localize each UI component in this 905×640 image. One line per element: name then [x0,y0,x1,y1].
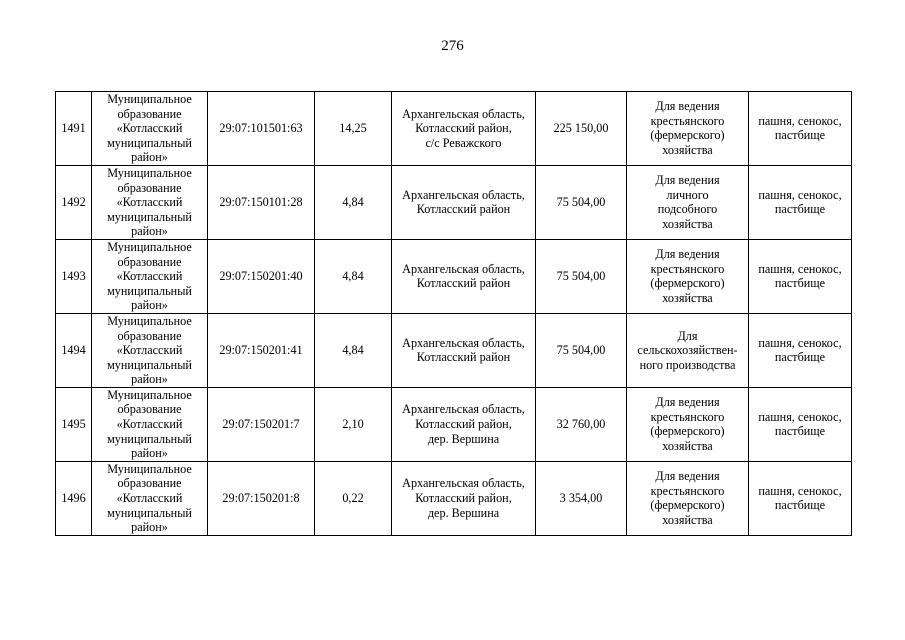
table-row [56,165,852,239]
cadastral-number-cell: 29:07:150201:7 [208,387,315,461]
land-type-cell: пашня, сенокос, пастбище [749,387,852,461]
location-cell: Архангельская область, Котласский район, дер. Вершина [392,387,536,461]
row-number-cell: 1496 [56,461,92,535]
area-cell: 14,25 [315,92,392,166]
cadastral-number-cell: 29:07:150201:40 [208,239,315,313]
cadastral-value-cell: 225 150,00 [536,92,627,166]
permitted-use-cell: Для ведения крестьянского (фермерского) хозяйства [627,239,749,313]
land-type-cell: пашня, сенокос, пастбище [749,461,852,535]
area-cell: 4,84 [315,239,392,313]
land-plots-table [55,91,852,536]
land-type-cell: пашня, сенокос, пастбище [749,239,852,313]
land-type-cell: пашня, сенокос, пастбище [749,92,852,166]
owner-cell: Муниципальное образование «Котласский муниципальный район» [92,313,208,387]
row-number-cell: 1494 [56,313,92,387]
permitted-use-cell: Для сельскохозяйствен- ного производства [627,313,749,387]
row-number-cell: 1492 [56,165,92,239]
permitted-use-cell: Для ведения личного подсобного хозяйства [627,165,749,239]
location-cell: Архангельская область, Котласский район, дер. Вершина [392,461,536,535]
cadastral-number-cell: 29:07:150201:41 [208,313,315,387]
cadastral-number-cell: 29:07:150101:28 [208,165,315,239]
page-number: 276 [441,38,464,54]
table-row [56,239,852,313]
location-cell: Архангельская область, Котласский район [392,165,536,239]
owner-cell: Муниципальное образование «Котласский муниципальный район» [92,92,208,166]
cadastral-value-cell: 75 504,00 [536,165,627,239]
table-row [56,313,852,387]
owner-cell: Муниципальное образование «Котласский муниципальный район» [92,165,208,239]
owner-cell: Муниципальное образование «Котласский муниципальный район» [92,387,208,461]
owner-cell: Муниципальное образование «Котласский муниципальный район» [92,239,208,313]
row-number-cell: 1493 [56,239,92,313]
permitted-use-cell: Для ведения крестьянского (фермерского) хозяйства [627,461,749,535]
location-cell: Архангельская область, Котласский район, с/с Реважского [392,92,536,166]
location-cell: Архангельская область, Котласский район [392,239,536,313]
area-cell: 0,22 [315,461,392,535]
cadastral-number-cell: 29:07:150201:8 [208,461,315,535]
owner-cell: Муниципальное образование «Котласский муниципальный район» [92,461,208,535]
table-body [56,92,852,536]
area-cell: 4,84 [315,313,392,387]
cadastral-value-cell: 75 504,00 [536,239,627,313]
table-row [56,387,852,461]
row-number-cell: 1491 [56,92,92,166]
cadastral-number-cell: 29:07:101501:63 [208,92,315,166]
location-cell: Архангельская область, Котласский район [392,313,536,387]
cadastral-value-cell: 32 760,00 [536,387,627,461]
row-number-cell: 1495 [56,387,92,461]
area-cell: 2,10 [315,387,392,461]
cadastral-value-cell: 75 504,00 [536,313,627,387]
area-cell: 4,84 [315,165,392,239]
table-row [56,461,852,535]
land-type-cell: пашня, сенокос, пастбище [749,165,852,239]
cadastral-value-cell: 3 354,00 [536,461,627,535]
permitted-use-cell: Для ведения крестьянского (фермерского) хозяйства [627,92,749,166]
land-type-cell: пашня, сенокос, пастбище [749,313,852,387]
permitted-use-cell: Для ведения крестьянского (фермерского) хозяйства [627,387,749,461]
table-row [56,92,852,166]
